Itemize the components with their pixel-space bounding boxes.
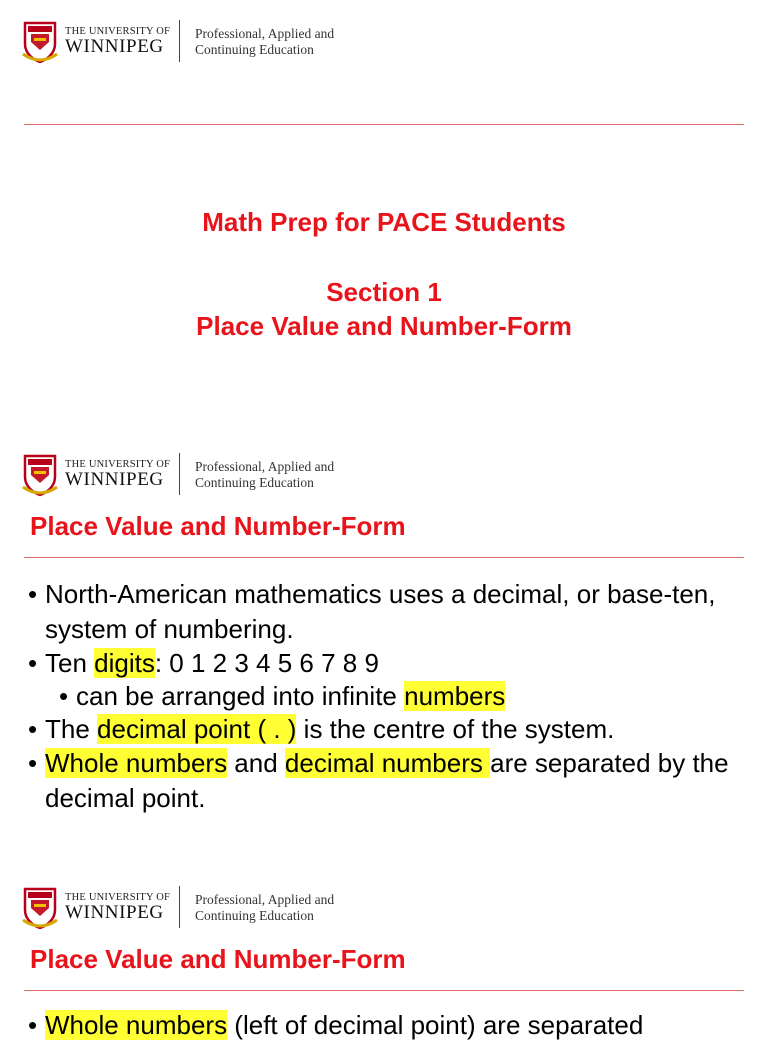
pace-label-line1: Professional, Applied and (195, 459, 335, 474)
slide-title: Place Value and Number-Form (30, 511, 406, 541)
title-rule (24, 990, 744, 991)
header-divider (179, 20, 180, 62)
bullet-item (28, 1008, 748, 1043)
bullet-marker: • (28, 748, 38, 778)
pace-label-line1: Professional, Applied and (195, 892, 335, 907)
bullet-item (28, 712, 748, 747)
header-logo (22, 886, 362, 932)
bullet-marker: • (28, 579, 38, 609)
header-rule (24, 124, 744, 125)
bullet-text: is the centre of the system. (296, 713, 615, 744)
university-crest-icon (22, 886, 58, 930)
university-name: WINNIPEG (65, 902, 164, 923)
highlighted-term: numbers (404, 680, 506, 711)
university-name: WINNIPEG (65, 469, 164, 490)
bullet-item (28, 646, 748, 681)
bullet-text: The (45, 713, 98, 744)
highlighted-term: decimal numbers (284, 748, 491, 778)
pace-label-line2: Continuing Education (195, 908, 314, 923)
university-crest-icon (22, 20, 58, 64)
bullet-marker: • (28, 648, 38, 678)
highlighted-term: decimal point ( . ) (97, 713, 297, 744)
bullet-marker: • (59, 680, 69, 711)
header-divider (179, 886, 180, 928)
pace-label-line1: Professional, Applied and (195, 26, 335, 41)
highlighted-term: Whole numbers (45, 748, 228, 778)
header-logo (22, 20, 362, 66)
bullet-text: are separated by the decimal point. (45, 748, 729, 813)
bullet-text: : 0 1 2 3 4 5 6 7 8 9 (154, 648, 379, 678)
section-label: Section 1 (326, 277, 442, 307)
bullet-text: North-American mathematics uses a decimal, or base-ten, system of numbering. (45, 579, 716, 644)
header-logo (22, 453, 362, 499)
pace-label-line2: Continuing Education (195, 475, 314, 490)
pace-label-line2: Continuing Education (195, 42, 314, 57)
course-title: Math Prep for PACE Students (202, 207, 566, 237)
bullet-text: and (227, 748, 285, 778)
university-name: WINNIPEG (65, 36, 164, 57)
bullet-text: can be arranged into infinite (76, 680, 405, 711)
bullet-list (28, 1008, 748, 1043)
title-rule (24, 557, 744, 558)
section-subtitle: Place Value and Number-Form (196, 311, 572, 341)
bullet-marker: • (28, 1010, 38, 1040)
bullet-item (28, 746, 748, 815)
bullet-list (28, 577, 748, 815)
sub-bullet-item (28, 681, 748, 712)
university-name-small: THE UNIVERSITY OF (65, 459, 171, 470)
university-crest-icon (22, 453, 58, 497)
bullet-marker: • (28, 713, 38, 744)
highlighted-term: Whole numbers (45, 1010, 228, 1040)
university-name-small: THE UNIVERSITY OF (65, 892, 171, 903)
bullet-item (28, 577, 748, 646)
university-name-small: THE UNIVERSITY OF (65, 26, 171, 37)
header-divider (179, 453, 180, 495)
highlighted-term: digits (94, 648, 155, 678)
bullet-text: Ten (45, 648, 95, 678)
bullet-text: (left of decimal point) are separated (227, 1010, 644, 1040)
slide-title: Place Value and Number-Form (30, 944, 406, 974)
